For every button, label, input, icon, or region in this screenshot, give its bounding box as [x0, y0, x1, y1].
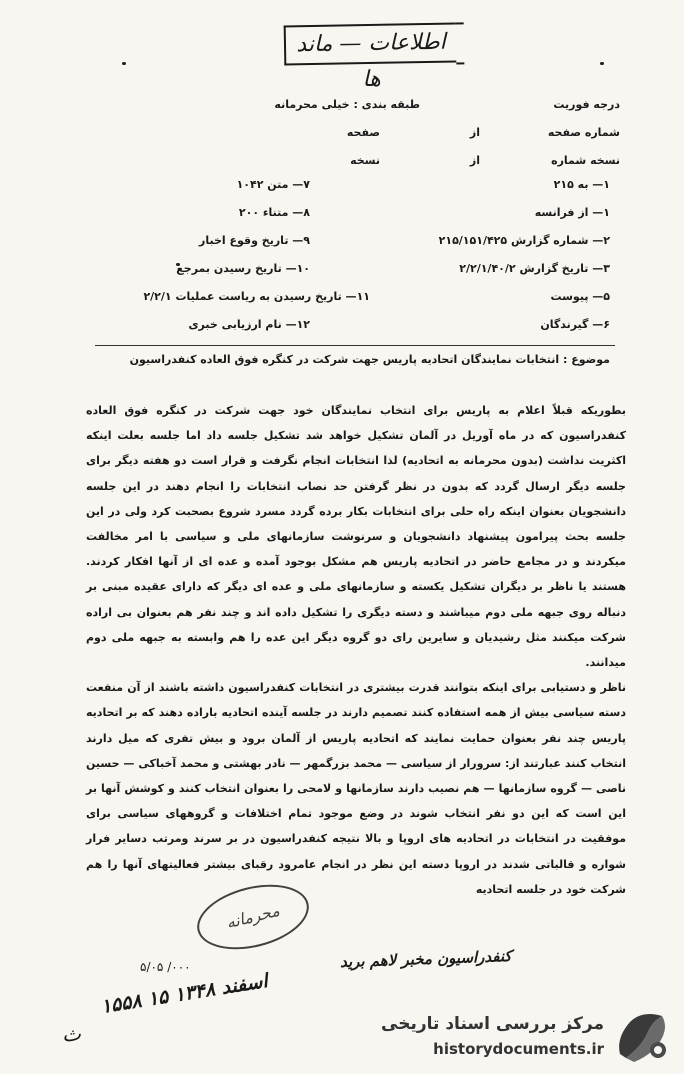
field-row — [90, 318, 610, 346]
classification: طبقه بندی : خیلی محرمانه — [274, 98, 420, 111]
field-row — [90, 290, 610, 318]
speck — [600, 62, 604, 65]
handwritten-note: ۱۵۵۸ ۱۵ اسفند ۱۳۴۸ — [99, 969, 270, 1019]
field-right: ۵— پیوست — [550, 290, 610, 303]
header-stamp — [284, 23, 457, 93]
document-header — [60, 98, 620, 182]
copy-number-label: نسخه شماره — [551, 154, 620, 167]
field-left: ۱۱— تاریخ رسیدن به ریاست عملیات ۲/۲/۱ — [143, 290, 370, 303]
header-stamp-text: اطلاعات — ماند ها — [296, 29, 446, 93]
field-left: ۷— متن ۱۰۴۲ — [236, 178, 310, 191]
field-row — [90, 262, 610, 290]
field-right: ۳— تاریخ گزارش ۲/۲/۱/۴۰/۲ — [459, 262, 610, 275]
reference-number: ۰۰۰/ ۵/۰۵ — [140, 960, 191, 974]
handwritten-initials: ث — [61, 1021, 82, 1047]
fields-block — [90, 178, 610, 346]
scroll-icon — [612, 1008, 672, 1066]
field-left: ۸— متناء ۲۰۰ — [238, 206, 310, 219]
header-row — [60, 98, 620, 126]
field-right: ۱— به ۲۱۵ — [553, 178, 610, 191]
divider-line — [95, 345, 615, 347]
field-right: ۲— شماره گزارش ۲۱۵/۱۵۱/۴۲۵ — [438, 234, 610, 247]
body-paragraph: ناظر و دستیابی برای اینکه بتوانند قدرت بیشتری در انتخابات کنفدراسیون داشته باشند از آن منفعت دسته سیاسی بیش از همه استفاده کنند تصمیم دارند در جلسه آینده اتحادیه باراده دهند که بر اتحادیه پاریس چند نفر بعنوان حمایت نمایند که اتحادیه پاریس از آلمان برود و بیش تفری که میل دارند انتخاب کنند عبارتند از: سرورار از سیاسی — محمد بزرگمهر — نادر بهشتی و محمد آخباکی — حسین ناصی — گروه سازمانها — هم نصیب دارند سازمانها و لامحی را بعنوان انتخاب کنند و کوشش آنها بر این است که این دو نفر انتخاب شوند در وضع موجود تمام اختلافات و گروههای سیاسی برای موفقیت در انتخابات در اتحادیه های اروپا و بالا نتیجه کنفدراسیون در بر سرند ومرتب دسایر فرار شواره و قالباتی شدند در اروپا دسته این نظر در انجام عامرود رقبای بیشتر فعالیتهای آنها را هم شرکت خود در جلسه اتحادیه — [86, 681, 626, 896]
page-label: صفحه — [346, 126, 380, 139]
field-row — [90, 206, 610, 234]
header-stamp-bracket — [456, 22, 465, 64]
field-left: ۹— تاریخ وقوع اخبار — [199, 234, 310, 247]
document-body — [86, 398, 626, 902]
page-of-label: از — [469, 126, 480, 139]
signature: کنفدراسیون مخبر لاهم برید — [339, 947, 512, 971]
field-left: ۱۰— تاریخ رسیدن بمرجع — [176, 262, 310, 275]
field-row — [90, 178, 610, 206]
field-right: ۶— گیرندگان — [540, 318, 610, 331]
field-right: ۱— از فرانسه — [534, 206, 610, 219]
watermark-title: مرکز بررسی اسناد تاریخی — [381, 1014, 604, 1034]
confidential-stamp: محرمانه — [190, 874, 315, 960]
field-left: ۱۲— نام ارزیابی خبری — [188, 318, 310, 331]
header-row — [60, 126, 620, 154]
body-paragraph: بطوریکه قبلاً اعلام به پاریس برای انتخاب نمایندگان خود جهت شرکت در کنگره فوق العاده کنفدراسیون که در ماه آوریل در آلمان تشکیل خواهد شد تشکیل جلسه داد اما جلسه بعلت اینکه اکثریت نداشت (بدون محرمانه به اتحادیه) لذا انتخابات انجام نگرفت و قرار است دو هفته دیگر برای جلسه دیگر ارسال گردد که بدون در نظر گرفتن حد نصاب انتخابات را انجام دهند در این جلسه دانشجویان بعنوان اینکه راه حلی برای انتخابات بکار برده گردد مسرد شروع بصحبت کرد ولی در این جلسه بحث پیرامون پیشنهاد دانشجویان و سرنوشت سازمانهای ملی و سیاسی با امر مخالفت میکردند و در مجامع حاضر در اتحادیه پاریس هم مشکل بوجود آمده و عده ای از آنها افکار کردند. هستند یا ناظر بر دیگران تشکیل یکسته و سازمانهای ملی و عده ای دیگر که دارای عقیده مبنی بر دنباله روی جبهه ملی دوم میباشند و دسته دیگری را تشکیل داده اند و چند نفر هم بعنوان بی اراده شرکت میکنند مثل رشیدیان و سایرین رای دو گروه دیگر این عده را هم وابسته به جبهه ملی دوم میدانند. — [86, 404, 626, 670]
copy-label: نسخه — [350, 154, 380, 167]
urgency-label: درجه فوریت — [553, 98, 620, 111]
speck — [122, 62, 126, 65]
field-row — [90, 234, 610, 262]
copy-of-label: از — [469, 154, 480, 167]
watermark-logo — [381, 1000, 680, 1070]
watermark-url: historydocuments.ir — [433, 1040, 604, 1058]
subject-line: موضوع : انتخابات نمایندگان اتحادیه پاریس جهت شرکت در کنگره فوق العاده کنفدراسیون — [129, 353, 610, 366]
page-number-label: شماره صفحه — [547, 126, 620, 139]
